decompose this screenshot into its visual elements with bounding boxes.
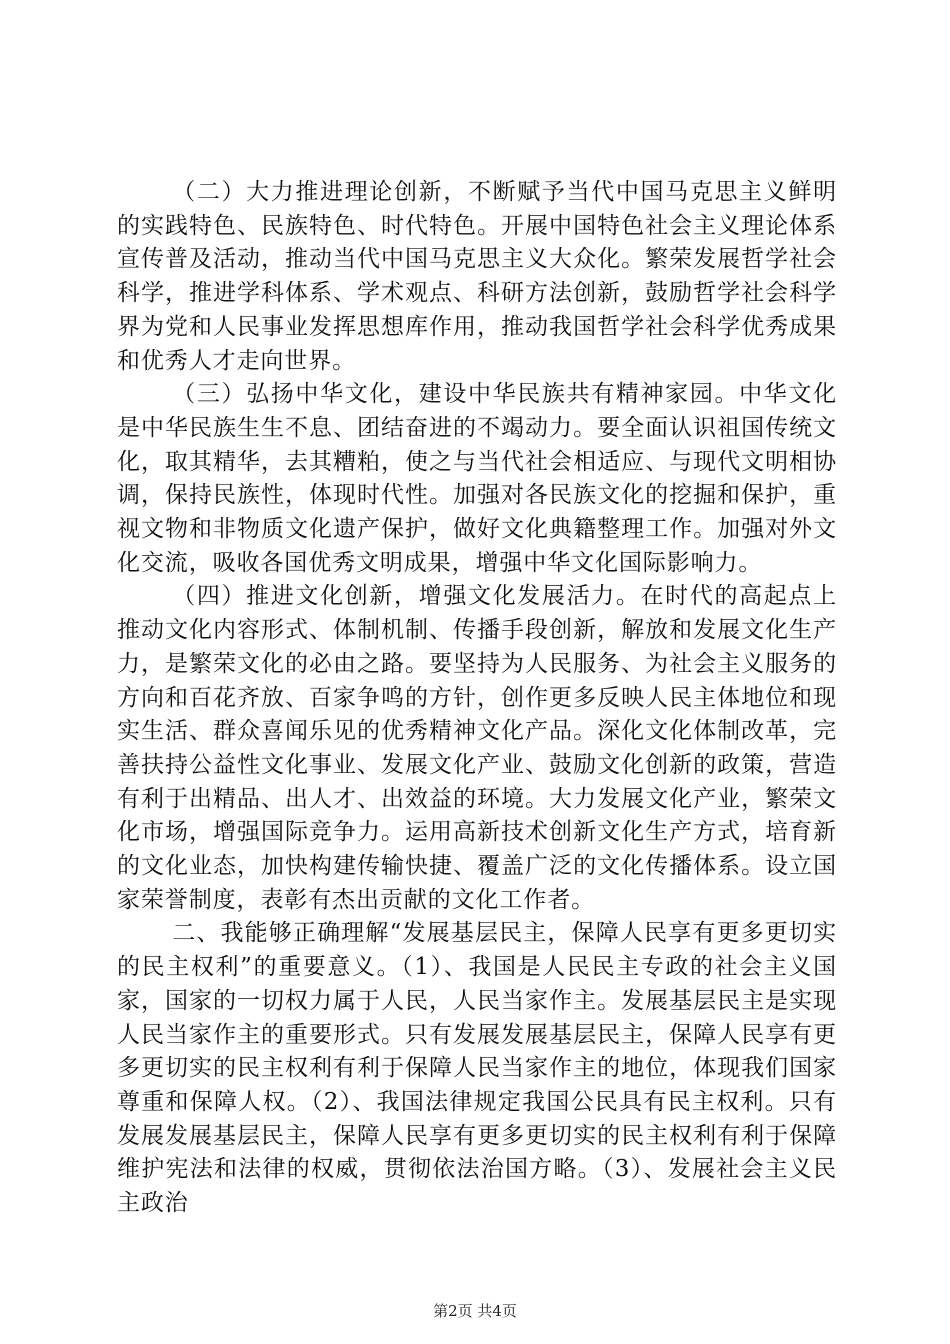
paragraph-grassroots-democracy: 二、我能够正确理解“发展基层民主，保障人民享有更多更切实的民主权利”的重要意义。（1）、我国是人民民主专政的社会主义国家，国家的一切权力属于人民，人民当家作主。发展基层民主是实现人民当家作主的重要形式。只有发展发展基层民主，保障人民享有更多更切实的民主权利有利于保障人民当家作主的地位，体现我们国家尊重和保障人权。（2）、我国法律规定我国公民具有民主权利。只有发展发展基层民主，保障人民享有更多更切实的民主权利有利于保障维护宪法和法律的权威，贯彻依法治国方略。（3）、发展社会主义民主政治: [117, 920, 837, 1217]
paragraph-chinese-culture: （三）弘扬中华文化，建设中华民族共有精神家园。中华文化是中华民族生生不息、团结奋进的不竭动力。要全面认识祖国传统文化，取其精华，去其糟粕，使之与当代社会相适应、与现代文明相协调，保持民族性，体现时代性。加强对各民族文化的挖掘和保护，重视文物和非物质文化遗产保护，做好文化典籍整理工作。加强对外文化交流，吸收各国优秀文明成果，增强中华文化国际影响力。: [117, 381, 837, 576]
paragraph-theory-innovation: （二）大力推进理论创新，不断赋予当代中国马克思主义鲜明的实践特色、民族特色、时代特色。开展中国特色社会主义理论体系宣传普及活动，推动当代中国马克思主义大众化。繁荣发展哲学社会科学，推进学科体系、学术观点、科研方法创新，鼓励哲学社会科学界为党和人民事业发挥思想库作用，推动我国哲学社会科学优秀成果和优秀人才走向世界。: [117, 179, 837, 374]
paragraph-culture-innovation: （四）推进文化创新，增强文化发展活力。在时代的高起点上推动文化内容形式、体制机制、传播手段创新，解放和发展文化生产力，是繁荣文化的必由之路。要坚持为人民服务、为社会主义服务的方向和百花齐放、百家争鸣的方针，创作更多反映人民主体地位和现实生活、群众喜闻乐见的优秀精神文化产品。深化文化体制改革，完善扶持公益性文化事业、发展文化产业、鼓励文化创新的政策，营造有利于出精品、出人才、出效益的环境。大力发展文化产业，繁荣文化市场，增强国际竞争力。运用高新技术创新文化生产方式，培育新的文化业态，加快构建传输快捷、覆盖广泛的文化传播体系。设立国家荣誉制度，表彰有杰出贡献的文化工作者。: [117, 583, 837, 913]
page-number-footer: 第2页 共4页: [433, 1302, 517, 1320]
document-body: [117, 176, 837, 1221]
